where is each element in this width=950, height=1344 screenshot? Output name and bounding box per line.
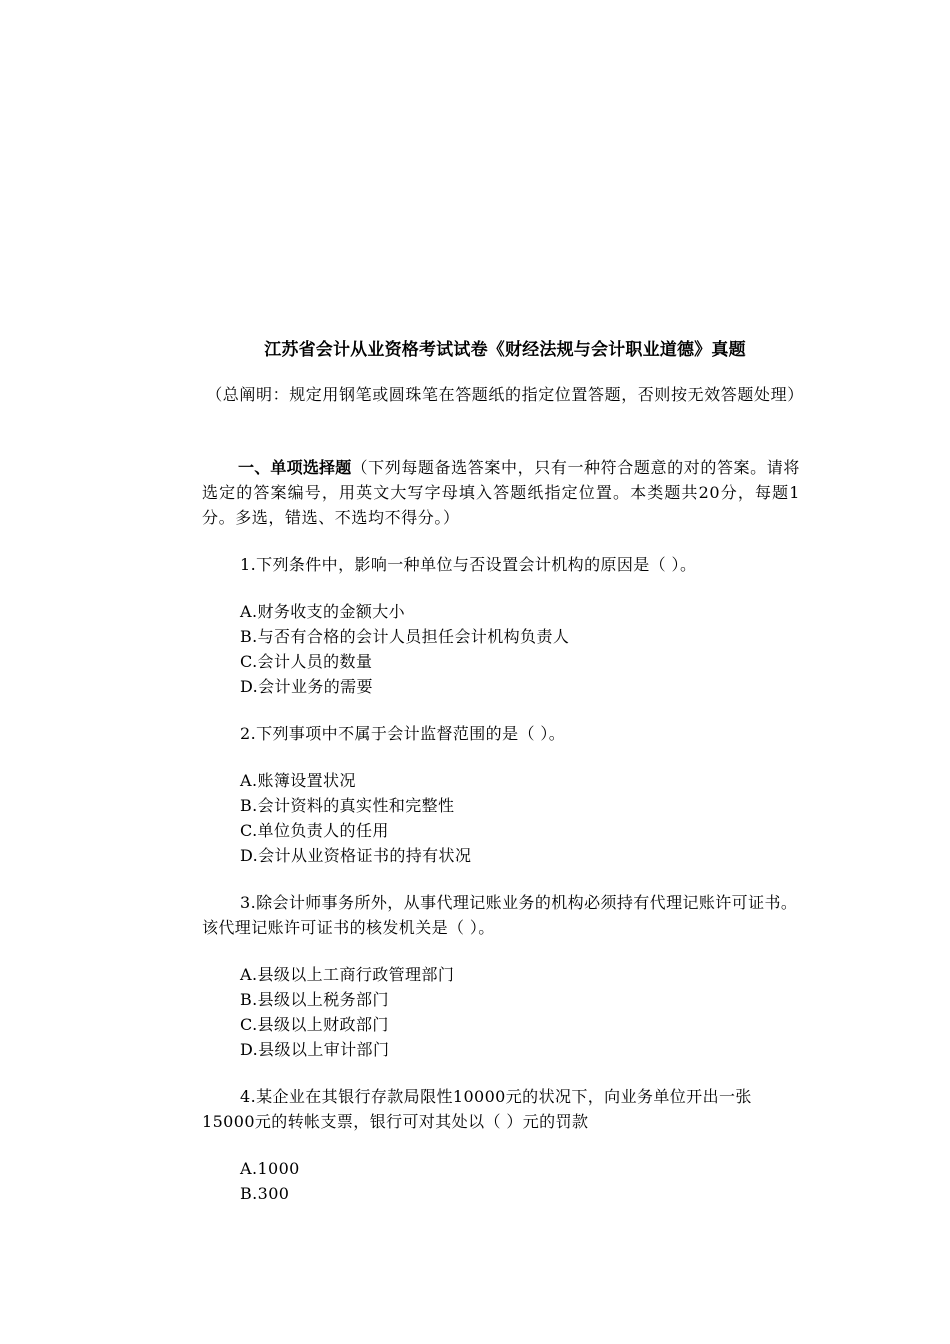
option-a: A.账簿设置状况	[240, 771, 356, 790]
question-4-options	[240, 1156, 800, 1206]
option-d: D.会计业务的需要	[240, 677, 373, 696]
question-2-options	[240, 768, 800, 868]
option-b: B.300	[240, 1184, 290, 1203]
general-note: （总阐明：规定用钢笔或圆珠笔在答题纸的指定位置答题，否则按无效答题处理）	[206, 385, 804, 404]
section-heading	[202, 455, 800, 530]
section-title: 一、单项选择题	[238, 458, 352, 477]
option-d: D.会计从业资格证书的持有状况	[240, 846, 472, 865]
option-c: C.会计人员的数量	[240, 652, 373, 671]
option-c: C.县级以上财政部门	[240, 1015, 389, 1034]
question-2-stem: 2.下列事项中不属于会计监督范围的是（ ）。	[240, 724, 566, 743]
option-a: A.财务收支的金额大小	[240, 602, 406, 621]
option-a: A.1000	[240, 1159, 300, 1178]
question-1-stem: 1.下列条件中，影响一种单位与否设置会计机构的原因是（ ）。	[240, 555, 697, 574]
option-d: D.县级以上审计部门	[240, 1040, 390, 1059]
option-c: C.单位负责人的任用	[240, 821, 389, 840]
question-1-options	[240, 599, 800, 699]
option-b: B.县级以上税务部门	[240, 990, 389, 1009]
option-a: A.县级以上工商行政管理部门	[240, 965, 455, 984]
option-b: B.会计资料的真实性和完整性	[240, 796, 455, 815]
question-4-stem: 4.某企业在其银行存款局限性10000元的状况下，向业务单位开出一张15000元的转帐支票，银行可对其处以（ ）元的罚款	[202, 1087, 752, 1131]
option-b: B.与否有合格的会计人员担任会计机构负责人	[240, 627, 570, 646]
document-title: 江苏省会计从业资格考试试卷《财经法规与会计职业道德》真题	[264, 340, 746, 360]
section-instructions: （下列每题备选答案中，只有一种符合题意的对的答案。请将选定的答案编号，用英文大写字母填入答题纸指定位置。本类题共20分，每题1分。多选，错选、不选均不得分。）	[202, 458, 800, 527]
question-3-stem: 3.除会计师事务所外，从事代理记账业务的机构必须持有代理记账许可证书。该代理记账许可证书的核发机关是（ ）。	[202, 893, 798, 937]
question-3-options	[240, 962, 800, 1062]
